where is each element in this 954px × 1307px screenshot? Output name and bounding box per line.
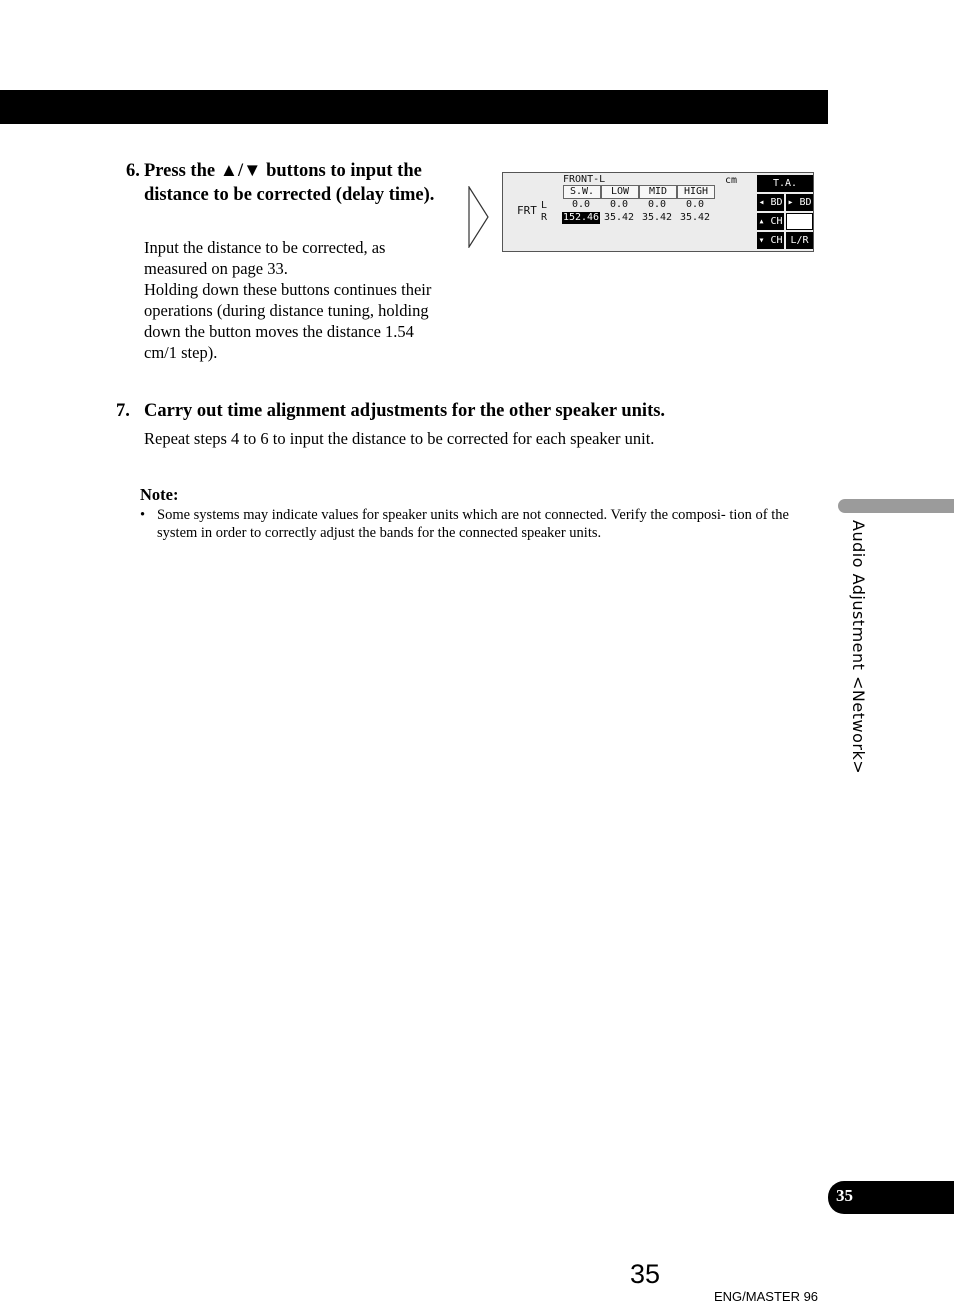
section-label: Audio Adjustment <Network> <box>849 520 868 775</box>
left-value-mid: 0.0 <box>647 199 667 210</box>
display-screen <box>502 172 814 252</box>
column-header-high: HIGH <box>677 185 715 199</box>
pointer-arrow-icon <box>468 186 490 248</box>
column-header-sw: S.W. <box>563 185 601 199</box>
note-item <box>140 506 800 542</box>
ta-button[interactable]: T.A. <box>757 175 813 192</box>
step-6-body: Input the distance to be corrected, as measured on page 33. Holding down these buttons continues their operations (during distance tuning, holding down the button moves the distance 1.54 cm/1 step). <box>144 238 432 362</box>
column-header-mid: MID <box>639 185 677 199</box>
footer-code: ENG/MASTER 96 <box>714 1289 819 1304</box>
page-number: 35 <box>630 1259 661 1289</box>
channel-left-label: L <box>541 200 548 211</box>
channel-right-label: R <box>541 212 548 223</box>
step-7-body: Repeat steps 4 to 6 to input the distance to be corrected for each speaker unit. <box>144 429 655 448</box>
screen-speaker: FRONT-L <box>563 174 606 185</box>
right-value-high: 35.42 <box>679 212 711 223</box>
step-6-heading: Press the ▲/▼ buttons to input the distance to be corrected (delay time). <box>144 161 435 205</box>
page-tab-number: 35 <box>836 1186 853 1205</box>
band-next-button[interactable]: ▸ BD <box>786 194 813 211</box>
page-tab <box>828 1181 954 1214</box>
step-7-number: 7. <box>116 401 130 421</box>
channel-up-button[interactable]: ▴ CH <box>757 213 784 230</box>
column-header-low: LOW <box>601 185 639 199</box>
step-6-number: 6. <box>126 161 140 181</box>
right-value-mid: 35.42 <box>641 212 673 223</box>
note-section <box>140 484 800 542</box>
screen-row-label: FRT <box>517 204 537 217</box>
blank-button <box>786 213 813 230</box>
section-tab <box>838 499 954 513</box>
screen-unit: cm <box>725 175 738 186</box>
channel-down-button[interactable]: ▾ CH <box>757 232 784 249</box>
left-right-button[interactable]: L/R <box>786 232 813 249</box>
bullet-icon: • <box>140 507 146 523</box>
left-value-high: 0.0 <box>685 199 705 210</box>
left-value-low: 0.0 <box>609 199 629 210</box>
note-title: Note: <box>140 485 179 504</box>
left-value-sw: 0.0 <box>571 199 591 210</box>
header-bar <box>0 90 828 124</box>
band-prev-button[interactable]: ◂ BD <box>757 194 784 211</box>
right-value-sw-selected: 152.46 <box>562 212 600 223</box>
note-item-text: Some systems may indicate values for speaker units which are not connected. Verify the composi- tion of the system in order to correctly adjust the bands for the connected speaker units. <box>157 507 789 541</box>
right-value-low: 35.42 <box>603 212 635 223</box>
step-7-heading: Carry out time alignment adjustments for the other speaker units. <box>144 401 666 421</box>
